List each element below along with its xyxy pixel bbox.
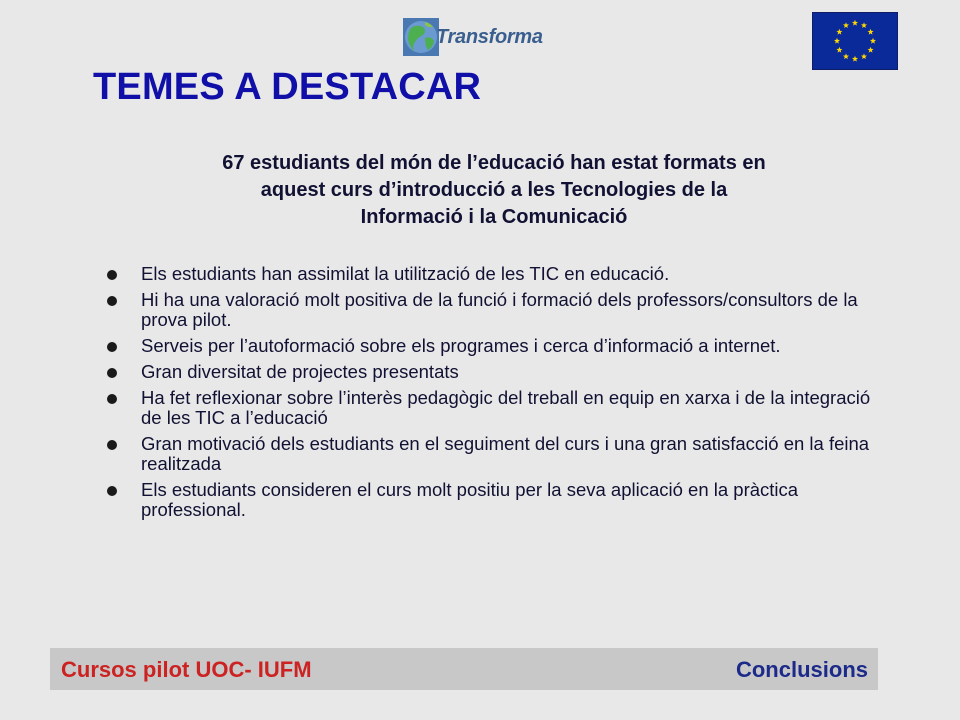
- bullet-icon: [107, 296, 117, 306]
- list-item: [104, 290, 884, 330]
- list-item: [104, 480, 884, 520]
- intro-line-2: aquest curs d’introducció a les Tecnologies de la: [260, 179, 728, 201]
- list-item-text: Els estudiants consideren el curs molt positiu per la seva aplicació en la pràctica professional.: [141, 479, 799, 520]
- footer-section-label: Conclusions: [735, 657, 868, 682]
- transforma-logo: [403, 16, 563, 58]
- intro-statement: [118, 150, 870, 231]
- page-title: TEMES A DESTACAR: [93, 66, 482, 108]
- list-item-text: Els estudiants han assimilat la utilització de les TIC en educació.: [141, 263, 670, 284]
- bullet-icon: [107, 270, 117, 280]
- eu-flag-icon: [812, 12, 898, 70]
- list-item: [104, 434, 884, 474]
- list-item-text: Gran diversitat de projectes presentats: [141, 361, 459, 382]
- list-item: [104, 388, 884, 428]
- bullet-icon: [107, 440, 117, 450]
- bullet-icon: [107, 394, 117, 404]
- footer-course-label: Cursos pilot UOC- IUFM: [61, 657, 312, 682]
- intro-line-3: Informació i la Comunicació: [360, 206, 628, 228]
- bullet-icon: [107, 368, 117, 378]
- list-item-text: Hi ha una valoració molt positiva de la funció i formació dels professors/consultors de la prova pilot.: [141, 289, 858, 330]
- logo-text: Transforma: [436, 26, 543, 48]
- bullet-icon: [107, 486, 117, 496]
- globe-icon: [403, 18, 439, 56]
- highlights-list: [104, 264, 884, 526]
- list-item-text: Serveis per l’autoformació sobre els programes i cerca d’informació a internet.: [141, 335, 781, 356]
- list-item-text: Gran motivació dels estudiants en el seguiment del curs i una gran satisfacció en la feina realitzada: [141, 433, 870, 474]
- list-item: [104, 336, 884, 356]
- intro-line-1: 67 estudiants del món de l’educació han estat formats en: [222, 152, 766, 174]
- bullet-icon: [107, 342, 117, 352]
- list-item-text: Ha fet reflexionar sobre l’interès pedagògic del treball en equip en xarxa i de la integració de les TIC a l’educació: [141, 387, 871, 428]
- list-item: [104, 362, 884, 382]
- footer-bar: [50, 648, 878, 690]
- list-item: [104, 264, 884, 284]
